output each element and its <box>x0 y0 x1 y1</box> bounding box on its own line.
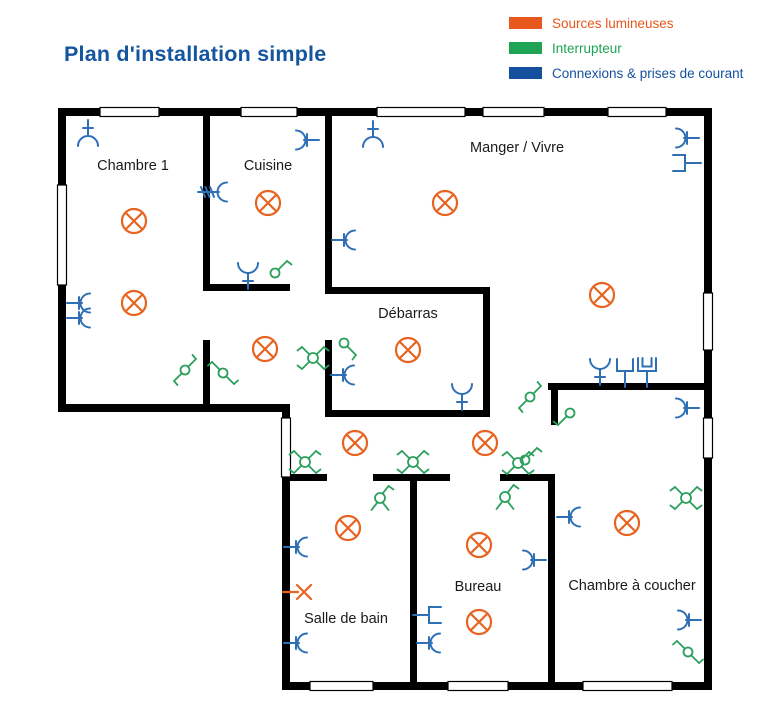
switch-vv-icon <box>519 382 541 412</box>
room-label: Bureau <box>454 579 502 595</box>
light-icon <box>590 283 614 307</box>
lamp-icon <box>363 121 383 147</box>
socket-icon <box>296 131 319 150</box>
window <box>282 418 291 477</box>
room-label: Débarras <box>378 306 438 322</box>
socket-special-icon <box>198 183 227 202</box>
wall <box>410 474 417 682</box>
switch-vv-icon <box>673 641 703 663</box>
light-icon <box>467 533 491 557</box>
window <box>310 682 373 691</box>
bracket-icon <box>617 359 633 387</box>
light-icon <box>615 511 639 535</box>
bracket-icon <box>413 607 441 623</box>
room-label: Salle de bain <box>304 611 388 627</box>
socket-icon <box>523 551 546 570</box>
socket-icon <box>331 366 354 385</box>
page-title: Plan d'installation simple <box>64 42 327 66</box>
light-icon <box>467 610 491 634</box>
lamp-icon <box>452 384 472 410</box>
wall <box>325 116 332 291</box>
window <box>583 682 672 691</box>
wall <box>548 474 555 682</box>
window <box>448 682 508 691</box>
window <box>377 108 465 117</box>
switch-icon <box>340 339 357 360</box>
legend-label: Sources lumineuses <box>552 15 674 31</box>
lamp-icon <box>590 359 610 385</box>
switch-cross-icon <box>298 347 329 369</box>
wall <box>325 410 490 417</box>
window <box>58 185 67 285</box>
socket-icon <box>417 634 440 653</box>
window <box>100 108 159 117</box>
switch-cross-icon <box>398 451 429 473</box>
window <box>483 108 544 117</box>
bracket-double-icon <box>638 358 656 387</box>
window <box>704 418 713 458</box>
walls <box>58 108 712 690</box>
light-icon <box>122 291 146 315</box>
wall <box>203 116 210 290</box>
switch-2-icon <box>372 486 394 510</box>
socket-icon <box>557 508 580 527</box>
socket-icon <box>676 399 699 418</box>
window <box>608 108 666 117</box>
light-icon <box>473 431 497 455</box>
wall <box>704 108 712 690</box>
wall <box>203 340 210 404</box>
room-label: Cuisine <box>243 158 293 174</box>
switch-icon <box>271 261 292 278</box>
light-icon <box>122 209 146 233</box>
light-icon <box>336 516 360 540</box>
switch-vv-icon <box>174 355 196 385</box>
switch-cross-icon <box>290 451 321 473</box>
light-icon <box>396 338 420 362</box>
lamp-icon <box>78 120 98 146</box>
room-label: Manger / Vivre <box>469 140 565 156</box>
socket-icon <box>678 611 701 630</box>
legend-label: Connexions & prises de courant <box>552 65 744 81</box>
room-label: Chambre à coucher <box>568 578 696 594</box>
wall <box>325 340 332 417</box>
light-icon <box>253 337 277 361</box>
switch-2-icon <box>497 485 519 509</box>
window <box>241 108 297 117</box>
wall <box>500 474 555 481</box>
socket-icon <box>332 231 355 250</box>
window <box>704 293 713 350</box>
wall <box>58 404 290 412</box>
bracket-icon <box>673 155 701 171</box>
wall <box>325 287 490 294</box>
wall <box>483 287 490 417</box>
socket-icon <box>676 129 699 148</box>
legend-label: Interrupteur <box>552 40 622 56</box>
light-icon <box>256 191 280 215</box>
wall <box>551 390 558 425</box>
light-icon <box>343 431 367 455</box>
switch-cross-icon <box>671 487 702 509</box>
light-icon <box>433 191 457 215</box>
switch-vv-icon <box>208 362 238 384</box>
wall <box>203 284 290 291</box>
room-label: Chambre 1 <box>97 158 169 174</box>
windows <box>58 108 713 691</box>
